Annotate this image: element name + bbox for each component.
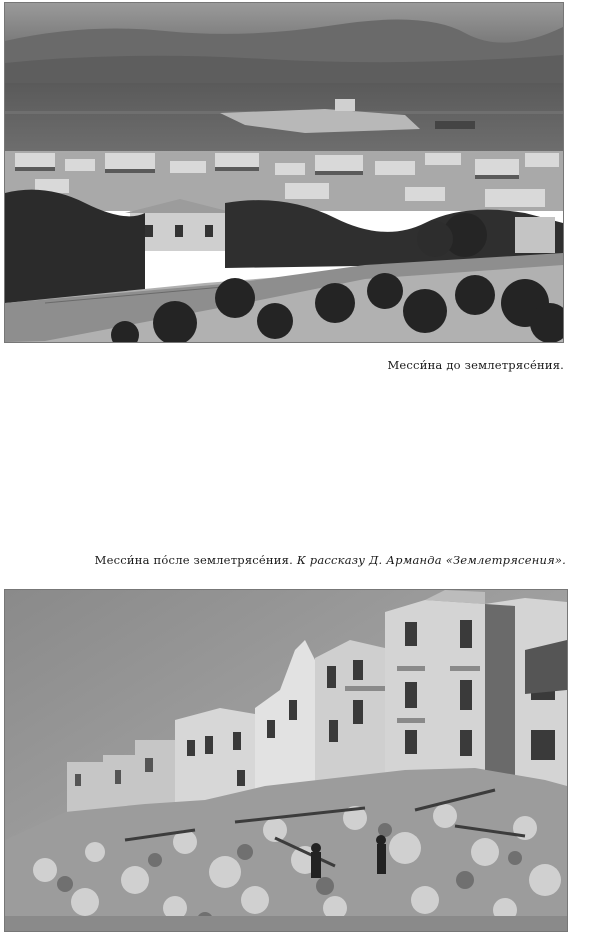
caption-before-text: Месси́на до землетрясе́ния.	[387, 358, 564, 372]
photo-before-image	[5, 3, 563, 342]
caption-after	[95, 553, 566, 567]
photo-after-image	[5, 590, 567, 931]
photo-messina-before	[4, 2, 564, 343]
caption-after-reference: К рассказу Д. Арманда «Землетрясения».	[296, 553, 566, 567]
caption-before	[387, 358, 564, 372]
caption-after-text: Месси́на по́сле землетрясе́ния.	[94, 553, 293, 567]
photo-messina-after	[4, 589, 568, 932]
